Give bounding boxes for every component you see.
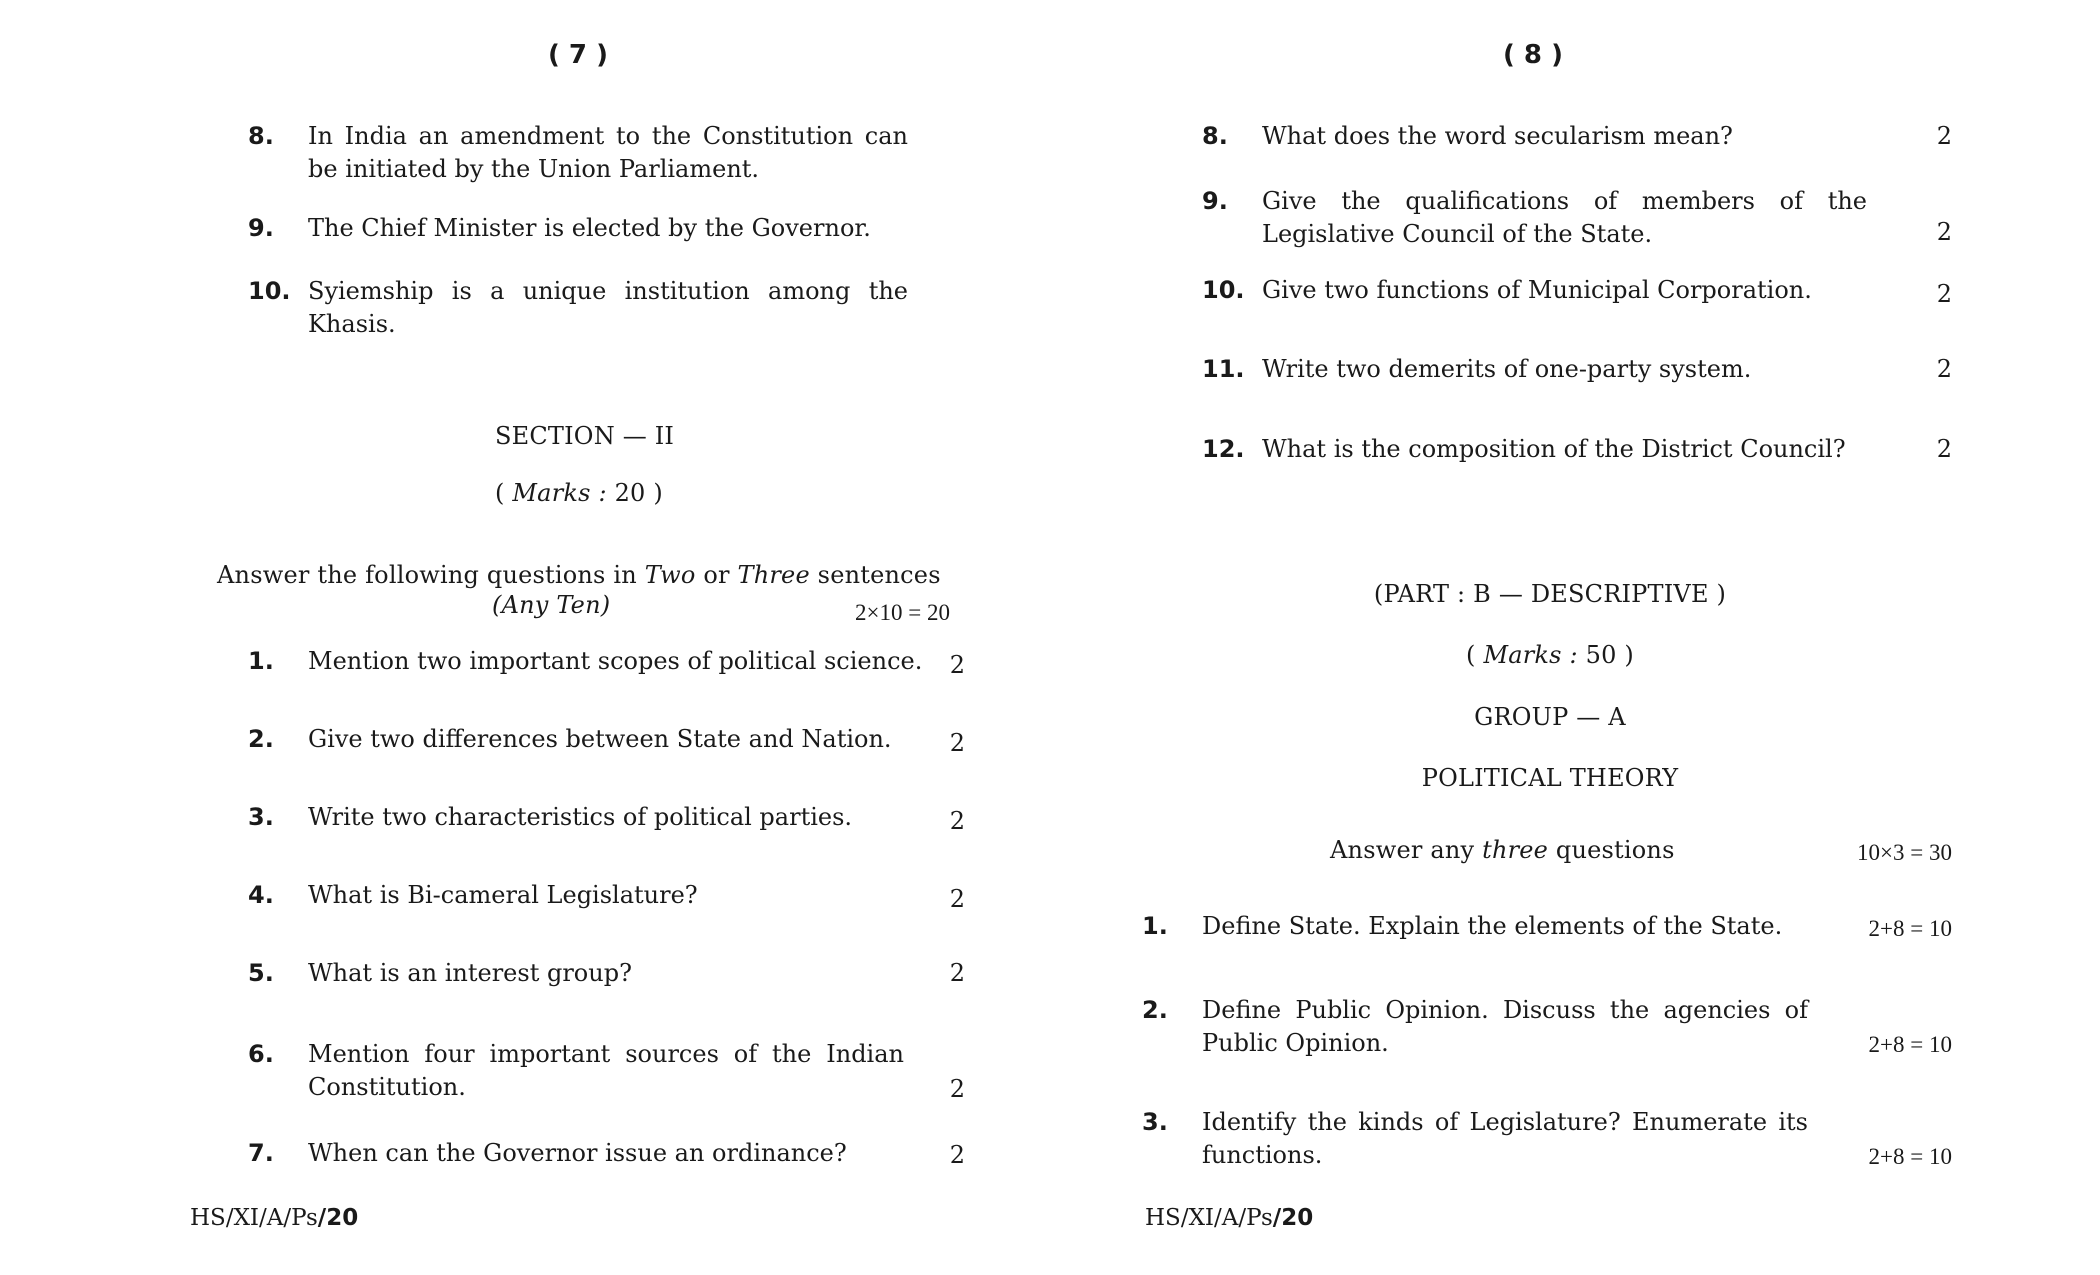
question-marks: 2 bbox=[1936, 280, 1952, 308]
marks-heading: ( Marks : 50 ) bbox=[1466, 641, 1634, 669]
question-number: 1. bbox=[248, 647, 274, 675]
question-marks: 2+8 = 10 bbox=[1868, 1032, 1952, 1057]
question-text: In India an amendment to the Constitution can be initiated by the Union Parliament. bbox=[308, 122, 908, 183]
question-marks: 2 bbox=[949, 1141, 965, 1169]
question-number: 5. bbox=[248, 959, 274, 987]
group-title: GROUP — A bbox=[1474, 703, 1626, 731]
page-number: ( 7 ) bbox=[548, 40, 608, 70]
question-number: 11. bbox=[1202, 355, 1245, 383]
question-number: 9. bbox=[1202, 187, 1228, 215]
question-text: Give two differences between State and Nation. bbox=[308, 725, 892, 753]
question-number: 10. bbox=[248, 277, 291, 305]
question-text: What is the composition of the District Council? bbox=[1262, 435, 1846, 463]
question-number: 10. bbox=[1202, 276, 1245, 304]
question-number: 2. bbox=[1142, 996, 1168, 1024]
question-number: 2. bbox=[248, 725, 274, 753]
question-marks: 2 bbox=[1936, 218, 1952, 246]
question-number: 8. bbox=[1202, 122, 1228, 150]
question-marks: 2 bbox=[1936, 122, 1952, 150]
paper-code: HS/XI/A/Ps/20 bbox=[190, 1205, 359, 1231]
question-text: Mention two important scopes of political science. bbox=[308, 647, 923, 675]
marks-formula: 10×3 = 30 bbox=[1857, 840, 1952, 865]
page-number: ( 8 ) bbox=[1503, 40, 1563, 70]
question-text: What does the word secularism mean? bbox=[1262, 122, 1733, 150]
question-marks: 2 bbox=[1936, 355, 1952, 383]
question-text: Give the qualifications of members of the Legislative Council of the State. bbox=[1262, 187, 1867, 248]
question-marks: 2 bbox=[949, 1075, 965, 1103]
question-text: Syiemship is a unique institution among the Khasis. bbox=[308, 277, 908, 338]
question-marks: 2 bbox=[949, 885, 965, 913]
question-text: When can the Governor issue an ordinance? bbox=[308, 1139, 847, 1167]
question-number: 12. bbox=[1202, 435, 1245, 463]
question-text: Identify the kinds of Legislature? Enumerate its functions. bbox=[1202, 1108, 1808, 1169]
question-text: Give two functions of Municipal Corporation. bbox=[1262, 276, 1812, 304]
question-text: The Chief Minister is elected by the Governor. bbox=[308, 214, 871, 242]
topic-title: POLITICAL THEORY bbox=[1421, 764, 1679, 792]
question-number: 6. bbox=[248, 1040, 274, 1068]
question-marks: 2+8 = 10 bbox=[1868, 916, 1952, 941]
question-text: Write two demerits of one-party system. bbox=[1262, 355, 1752, 383]
paper-code: HS/XI/A/Ps/20 bbox=[1145, 1205, 1314, 1231]
question-text: Write two characteristics of political parties. bbox=[308, 803, 853, 831]
question-marks: 2 bbox=[949, 959, 965, 987]
question-number: 3. bbox=[248, 803, 274, 831]
right-page bbox=[1050, 0, 2100, 1275]
question-text: What is Bi-cameral Legislature? bbox=[308, 881, 698, 909]
question-number: 8. bbox=[248, 122, 274, 150]
question-number: 4. bbox=[248, 881, 274, 909]
question-text: Define State. Explain the elements of the State. bbox=[1202, 912, 1783, 940]
question-marks: 2 bbox=[949, 651, 965, 679]
part-title: (PART : B — DESCRIPTIVE ) bbox=[1373, 580, 1727, 608]
question-number: 7. bbox=[248, 1139, 274, 1167]
question-text: What is an interest group? bbox=[308, 959, 632, 987]
instruction-text: Answer the following questions in Two or Three sentences bbox=[217, 561, 941, 589]
any-ten-note: (Any Ten) bbox=[492, 591, 611, 619]
question-number: 1. bbox=[1142, 912, 1168, 940]
question-number: 3. bbox=[1142, 1108, 1168, 1136]
question-text: Define Public Opinion. Discuss the agencies of Public Opinion. bbox=[1202, 996, 1808, 1057]
section-title: SECTION — II bbox=[495, 422, 675, 450]
marks-heading: ( Marks : 20 ) bbox=[495, 479, 663, 507]
question-marks: 2 bbox=[1936, 435, 1952, 463]
question-marks: 2+8 = 10 bbox=[1868, 1144, 1952, 1169]
marks-formula: 2×10 = 20 bbox=[855, 600, 950, 625]
question-text: Mention four important sources of the Indian Constitution. bbox=[308, 1040, 904, 1101]
question-marks: 2 bbox=[949, 729, 965, 757]
question-number: 9. bbox=[248, 214, 274, 242]
question-marks: 2 bbox=[949, 807, 965, 835]
instruction-text: Answer any three questions bbox=[1330, 836, 1675, 864]
